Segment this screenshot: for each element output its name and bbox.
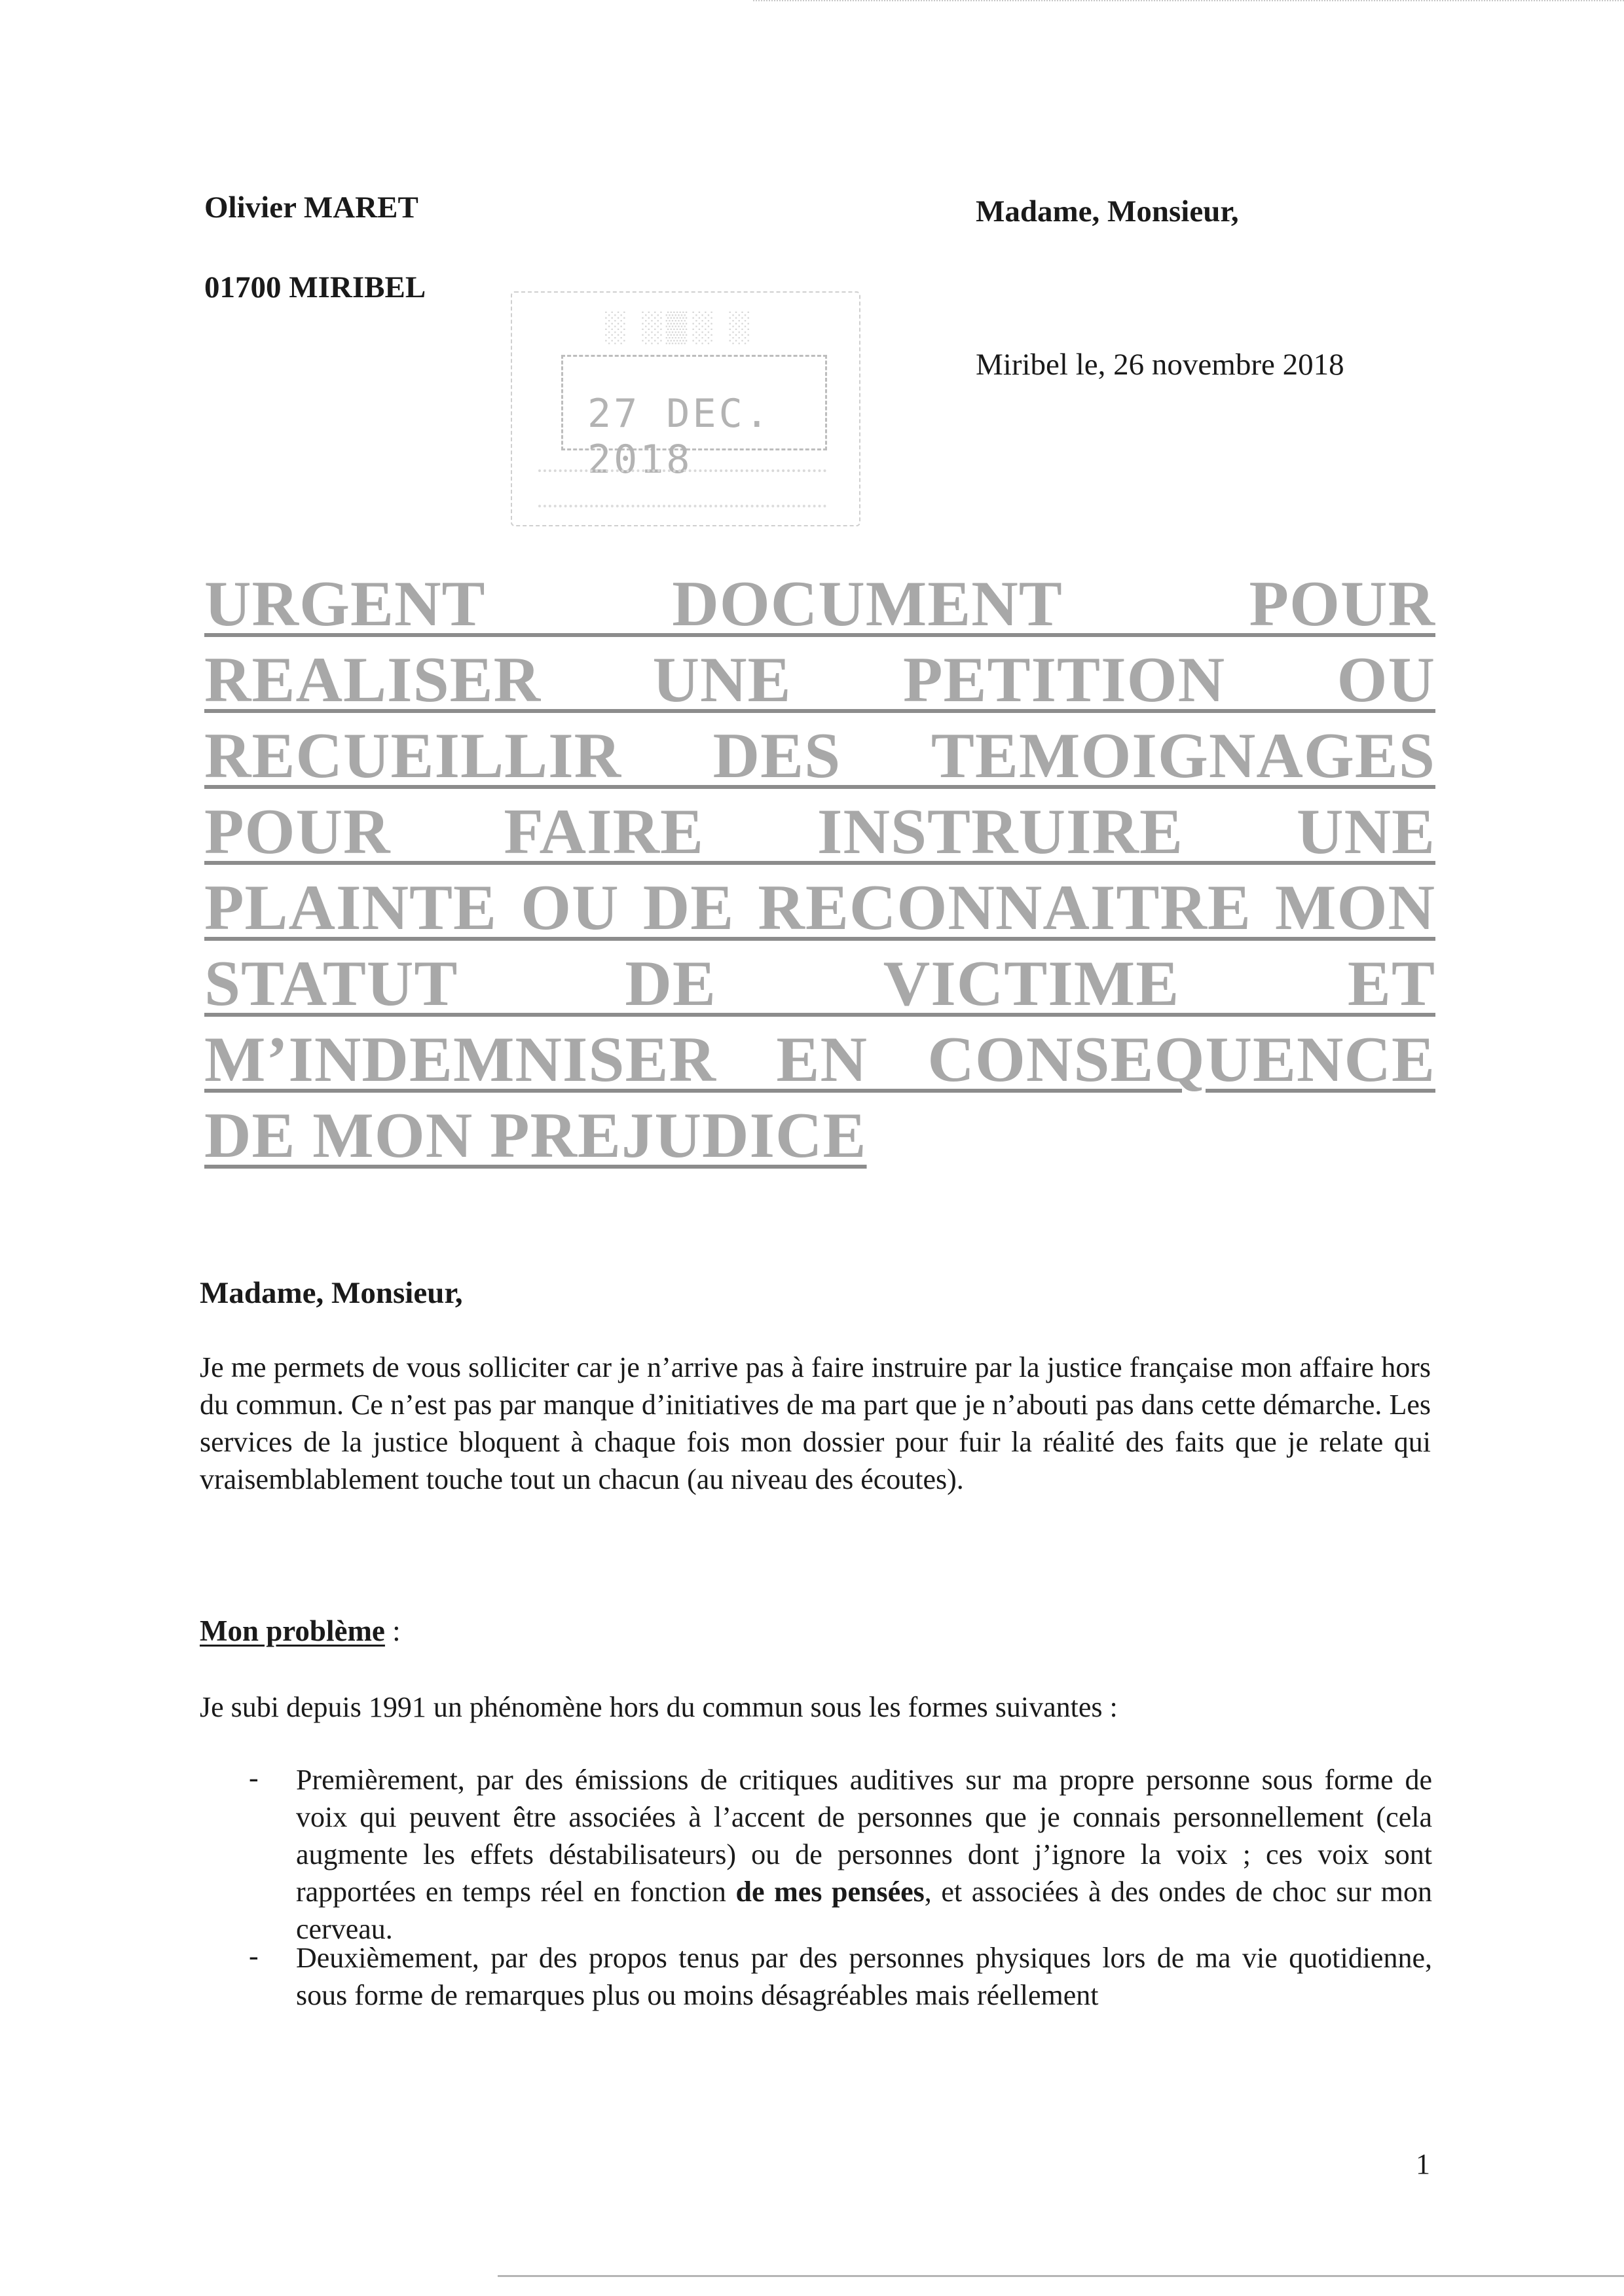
section-heading-label: Mon problème [200, 1614, 385, 1647]
title-line: M’INDEMNISER EN CONSEQUENCE [204, 1024, 1435, 1095]
body-salutation: Madame, Monsieur, [200, 1276, 463, 1310]
sender-name: Olivier MARET [204, 191, 418, 225]
title-line: REALISER UNE PETITION OU [204, 644, 1435, 716]
list-item: Deuxièmement, par des propos tenus par des personnes physiques lors de ma vie quotidienne, sous forme de remarques plus ou moins désagréables mais réellement [296, 1942, 1432, 2011]
list-item-text: Premièrement, par des émissions de critiques auditives sur ma propre personne sous forme de voix qui peuvent être associées à l’accent de personnes que je connais personnellement (cela augmente les effets déstabilisateurs) ou de personnes dont j’ignore la voix ; ces voix sont rapportées en temps réel en fonction [296, 1764, 1432, 1908]
stamp-date: 27 DEC. 2018 [587, 391, 771, 483]
title-line: PLAINTE OU DE RECONNAITRE MON [204, 872, 1435, 943]
list-bullet: - [249, 1940, 259, 1972]
problem-intro: Je subi depuis 1991 un phénomène hors du commun sous les formes suivantes : [200, 1691, 1118, 1723]
scan-artifact-top [753, 0, 1624, 9]
reception-stamp [511, 291, 860, 526]
stamp-header-mark: ░ ░▒░ ░ [604, 310, 753, 343]
section-heading [200, 1614, 401, 1648]
intro-paragraph: Je me permets de vous solliciter car je n’arrive pas à faire instruire par la justice française mon affaire hors du commun. Ce n’est pas par manque d’initiatives de ma part que je n’abouti pas dans cette démarche. Les services de la justice bloquent à chaque fois mon dossier pour fuir la réalité des faits que je relate qui vraisemblablement touche tout un chacun (au niveau des écoutes). [200, 1351, 1431, 1495]
stamp-footer-mark [538, 469, 826, 507]
header-salutation: Madame, Monsieur, [976, 194, 1239, 228]
list-item-text-end: , et associées à des ondes de choc sur mon cerveau. [296, 1876, 1432, 1945]
document-title [204, 566, 1435, 1174]
list-item [296, 1761, 1432, 1948]
title-line: POUR FAIRE INSTRUIRE UNE [204, 796, 1435, 867]
title-line: STATUT DE VICTIME ET [204, 948, 1435, 1019]
title-line: DE MON PREJUDICE [204, 1100, 867, 1171]
list-item-emphasis: de mes pensées [735, 1876, 925, 1908]
list-bullet: - [249, 1762, 259, 1794]
sender-city: 01700 MIRIBEL [204, 270, 426, 304]
title-line: RECUEILLIR DES TEMOIGNAGES [204, 720, 1435, 792]
page-number: 1 [1416, 2148, 1430, 2180]
letter-date: Miribel le, 26 novembre 2018 [976, 348, 1344, 382]
title-line: URGENT DOCUMENT POUR [204, 568, 1435, 640]
scan-artifact-bottom [498, 2275, 1624, 2277]
section-heading-colon: : [384, 1614, 401, 1647]
